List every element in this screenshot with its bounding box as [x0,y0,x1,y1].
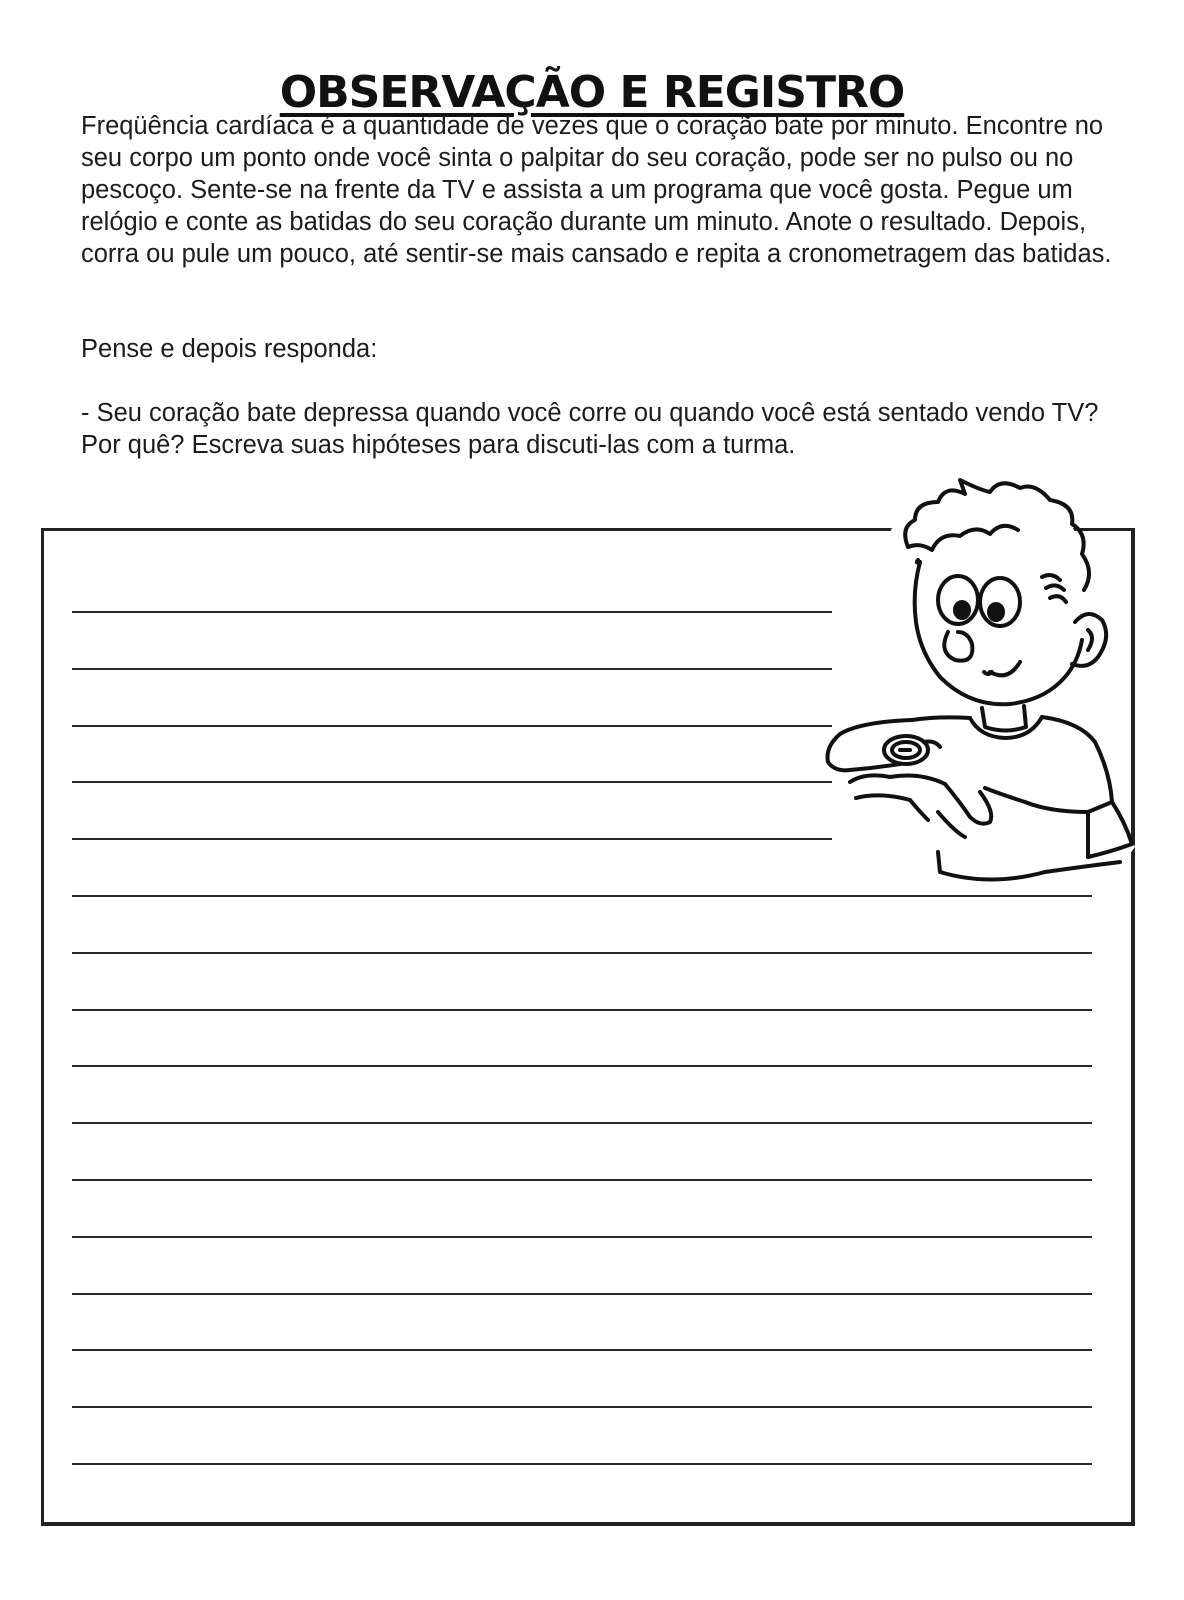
writing-line [72,1293,1092,1295]
intro-paragraph: Freqüência cardíaca é a quantidade de vezes que o coração bate por minuto. Encontre no seu corpo um ponto onde você sinta o palpitar do seu coração, pode ser no pulso ou no pescoço. Sente-se na frente da TV e assista a um programa que você gosta. Pegue um relógio e conte as batidas do seu coração durante um minuto. Anote o resultado. Depois, corra ou pule um pouco, até sentir-se mais cansado e repita a cronometragem das batidas. [81,112,1112,268]
writing-line [72,1463,1092,1465]
short-writing-line [72,781,832,783]
boy-checking-wristwatch-icon [820,472,1150,912]
short-writing-line [72,668,832,670]
writing-line [72,1406,1092,1408]
question-text: - Seu coração bate depressa quando você corre ou quando você está sentado vendo TV? Por quê? Escreva suas hipóteses para discuti-las com a turma. [81,399,1099,459]
page-title: OBSERVAÇÃO E REGISTRO [279,67,905,119]
short-writing-line [72,611,832,613]
prompt-text: Pense e depois responda: [81,335,378,363]
short-writing-line [72,838,832,840]
writing-line [72,1009,1092,1011]
writing-line [72,1122,1092,1124]
short-writing-line [72,725,832,727]
writing-line [72,1236,1092,1238]
writing-line [72,1179,1092,1181]
writing-line [72,1349,1092,1351]
writing-line [72,952,1092,954]
writing-line [72,1065,1092,1067]
